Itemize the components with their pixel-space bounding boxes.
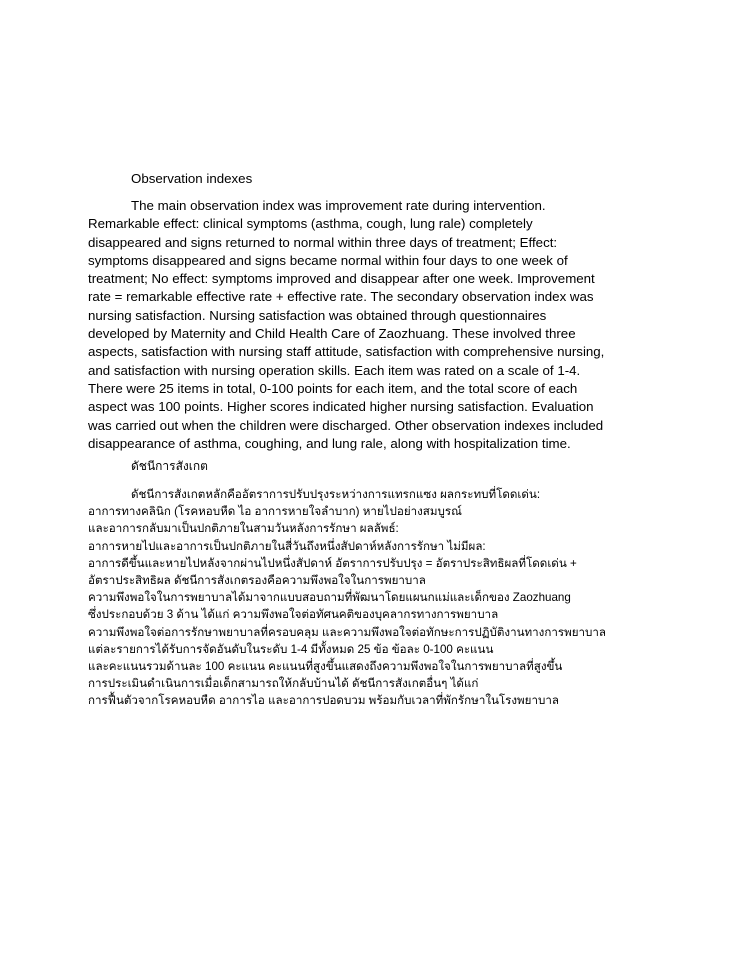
- english-line: aspects, satisfaction with nursing staff attitude, satisfaction with comprehensive nursing,: [88, 344, 605, 360]
- english-line: and satisfaction with nursing operation skills. Each item was rated on a scale of 1-4.: [88, 362, 581, 378]
- english-line: developed by Maternity and Child Health Care of Zaozhuang. These involved three: [88, 326, 576, 342]
- english-line: disappearance of asthma, coughing, and lung rale, along with hospitalization time.: [88, 435, 571, 451]
- english-heading: Observation indexes: [131, 171, 253, 186]
- english-line: nursing satisfaction. Nursing satisfaction was obtained through questionnaires: [88, 307, 547, 323]
- thai-paragraph: [88, 486, 668, 709]
- thai-line: อาการทางคลินิก (โรคหอบหืด ไอ อาการหายใจลำบาก) หายไปอย่างสมบูรณ์: [88, 505, 462, 519]
- thai-line: ความพึงพอใจในการพยาบาลได้มาจากแบบสอบถามที่พัฒนาโดยแผนกแม่และเด็กของ Zaozhuang: [88, 591, 571, 605]
- english-line: was carried out when the children were discharged. Other observation indexes included: [88, 417, 604, 433]
- thai-line: ความพึงพอใจต่อการรักษาพยาบาลที่ครอบคลุม และความพึงพอใจต่อทักษะการปฏิบัติงานทางการพยาบาล: [88, 625, 607, 639]
- english-line: symptoms disappeared and signs became normal within four days to one week of: [88, 252, 568, 268]
- english-line: rate = remarkable effective rate + effective rate. The secondary observation index was: [88, 289, 594, 305]
- thai-line: การฟื้นตัวจากโรคหอบหืด อาการไอ และอาการปอดบวม พร้อมกับเวลาที่พักรักษาในโรงพยาบาล: [88, 694, 559, 708]
- english-line: Remarkable effect: clinical symptoms (asthma, cough, lung rale) completely: [88, 216, 533, 232]
- thai-line: ดัชนีการสังเกตหลักคืออัตราการปรับปรุงระหว่างการแทรกแซง ผลกระทบที่โดดเด่น:: [131, 488, 541, 501]
- english-line: disappeared and signs returned to normal within three days of treatment; Effect:: [88, 234, 558, 250]
- thai-line: และอาการกลับมาเป็นปกติภายในสามวันหลังการรักษา ผลลัพธ์:: [88, 522, 399, 536]
- thai-line: อัตราประสิทธิผล ดัชนีการสังเกตรองคือความพึงพอใจในการพยาบาล: [88, 573, 426, 587]
- thai-line: การประเมินดำเนินการเมื่อเด็กสามารถให้กลับบ้านได้ ดัชนีการสังเกตอื่นๆ ได้แก่: [88, 677, 479, 691]
- english-line: treatment; No effect: symptoms improved and disappear after one week. Improvement: [88, 271, 595, 287]
- thai-line: ซึ่งประกอบด้วย 3 ด้าน ได้แก่ ความพึงพอใจต่อทัศนคติของบุคลากรทางการพยาบาล: [88, 608, 499, 622]
- english-line: The main observation index was improvement rate during intervention.: [131, 198, 546, 213]
- thai-line: แต่ละรายการได้รับการจัดอันดับในระดับ 1-4 มีทั้งหมด 25 ข้อ ข้อละ 0-100 คะแนน: [88, 642, 494, 656]
- english-line: There were 25 items in total, 0-100 points for each item, and the total score of each: [88, 380, 578, 396]
- thai-line: อาการหายไปและอาการเป็นปกติภายในสี่วันถึงหนึ่งสัปดาห์หลังการรักษา ไม่มีผล:: [88, 539, 486, 553]
- thai-line: และคะแนนรวมด้านละ 100 คะแนน คะแนนที่สูงขึ้นแสดงถึงความพึงพอใจในการพยาบาลที่สูงขึ้น: [88, 659, 563, 673]
- english-line: aspect was 100 points. Higher scores indicated higher nursing satisfaction. Evaluation: [88, 399, 594, 415]
- thai-line: อาการดีขึ้นและหายไปหลังจากผ่านไปหนึ่งสัปดาห์ อัตราการปรับปรุง = อัตราประสิทธิผลที่โดดเด่น +: [88, 556, 577, 570]
- english-paragraph: [88, 197, 668, 453]
- thai-heading: ดัชนีการสังเกต: [131, 459, 208, 473]
